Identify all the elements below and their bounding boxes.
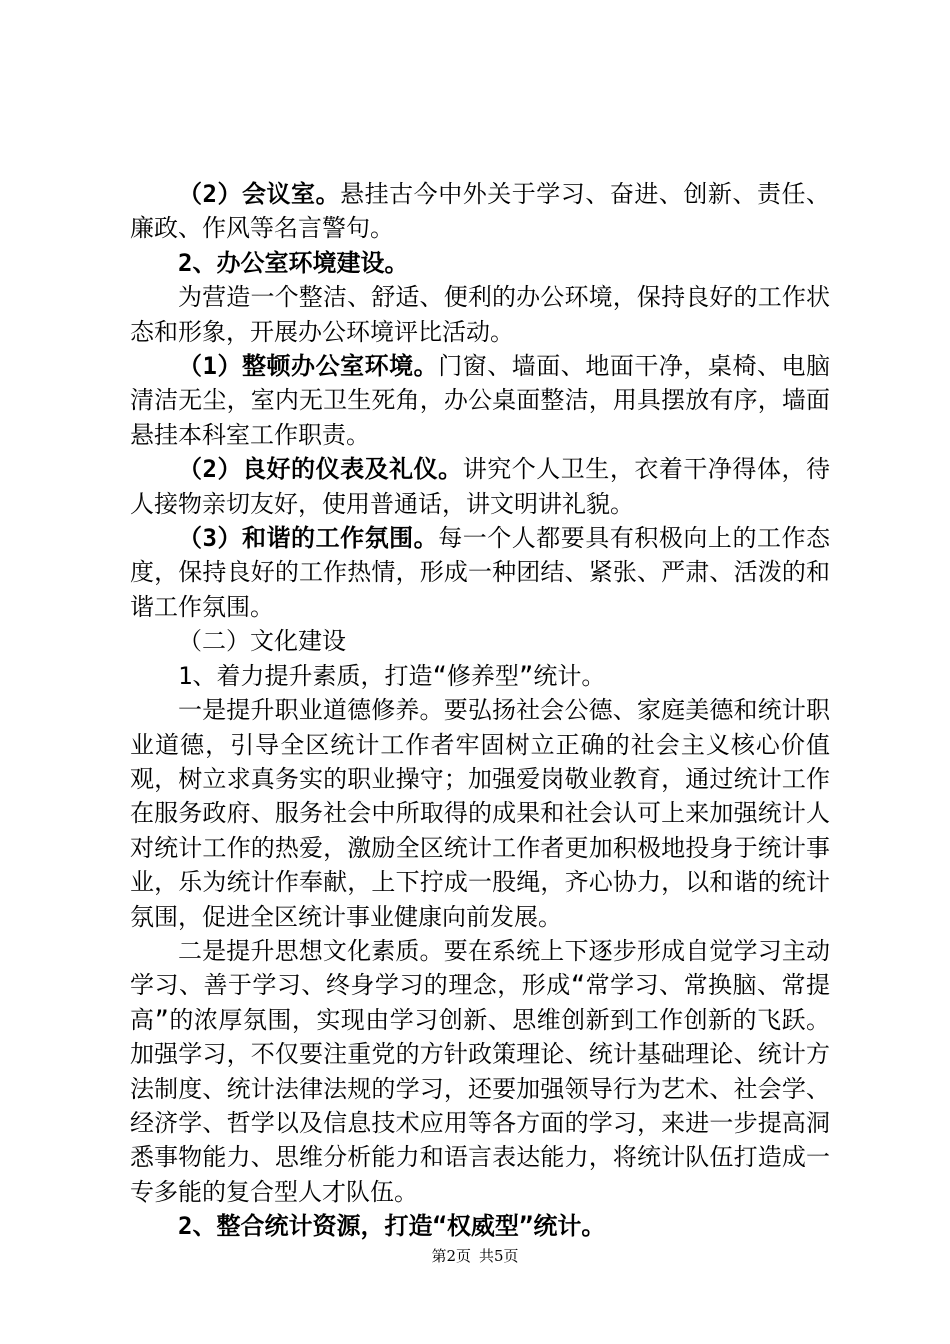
- paragraph-tidy-office: [130, 349, 830, 452]
- paragraph-text: 讲究个人卫生，衣着干净得体，待人接物亲切友好，使用普通话，讲文明讲礼貌。: [130, 455, 830, 518]
- paragraph-environment-intro: [130, 280, 830, 349]
- paragraph-text: 一是提升职业道德修养。要弘扬社会公德、家庭美德和统计职业道德，引导全区统计工作者牢固树立正确的社会主义核心价值观，树立求真务实的职业操守；加强爱岗敬业教育，通过统计工作在服务政府、服务社会中所取得的成果和社会认可上来加强统计人对统计工作的热爱，激励全区统计工作者更加积极地投身于统计事业，乐为统计作奉献，上下拧成一股绳，齐心协力，以和谐的统计氛围，促进全区统计事业健康向前发展。: [130, 696, 830, 931]
- paragraph-lead: 2、办公室环境建设。: [178, 248, 409, 277]
- heading-office-environment: [130, 246, 830, 280]
- paragraph-lead: （2）良好的仪表及礼仪。: [178, 455, 463, 484]
- heading-authority-statistics: [130, 1209, 830, 1243]
- paragraph-text: 门窗、墙面、地面干净，桌椅、电脑清洁无尘，室内无卫生死角，办公桌面整洁，用具摆放有序，墙面悬挂本科室工作职责。: [130, 352, 831, 449]
- paragraph-text: 悬挂古今中外关于学习、奋进、创新、责任、廉政、作风等名言警句。: [130, 180, 831, 243]
- paragraph-lead: （3）和谐的工作氛围。: [178, 524, 439, 553]
- paragraph-lead: （1）整顿办公室环境。: [178, 352, 439, 381]
- page-total: 共5页: [479, 1247, 519, 1265]
- paragraph-text: 为营造一个整洁、舒适、便利的办公环境，保持良好的工作状态和形象，开展办公环境评比活动。: [130, 283, 830, 346]
- paragraph-meeting-room: [130, 177, 830, 246]
- paragraph-lead: （2）会议室。: [178, 180, 341, 208]
- paragraph-cultural-quality: [130, 934, 830, 1209]
- page-number: 第2页: [431, 1247, 471, 1265]
- heading-culture-building: [130, 624, 830, 658]
- paragraph-text: 1、着力提升素质，打造“修养型”统计。: [178, 661, 606, 690]
- page-footer: [0, 1245, 950, 1266]
- paragraph-work-atmosphere: [130, 521, 830, 624]
- paragraph-etiquette: [130, 452, 830, 521]
- paragraph-text: （二）文化建设: [178, 627, 346, 656]
- paragraph-text: 二是提升思想文化素质。要在系统上下逐步形成自觉学习主动学习、善于学习、终身学习的理念，形成“常学习、常换脑、常提高”的浓厚氛围，实现由学习创新、思维创新到工作创新的飞跃。加强学习，不仅要注重党的方针政策理论、统计基础理论、统计方法制度、统计法律法规的学习，还要加强领导行为艺术、社会学、经济学、哲学以及信息技术应用等各方面的学习，来进一步提高洞悉事物能力、思维分析能力和语言表达能力，将统计队伍打造成一专多能的复合型人才队伍。: [130, 936, 830, 1206]
- paragraph-lead: 2、整合统计资源，打造“权威型”统计。: [178, 1212, 606, 1241]
- document-body: [130, 177, 830, 1244]
- paragraph-text: 每一个人都要具有积极向上的工作态度，保持良好的工作热情，形成一种团结、紧张、严肃、活泼的和谐工作氛围。: [130, 524, 831, 621]
- heading-cultivation-statistics: [130, 659, 830, 693]
- paragraph-professional-ethics: [130, 693, 830, 934]
